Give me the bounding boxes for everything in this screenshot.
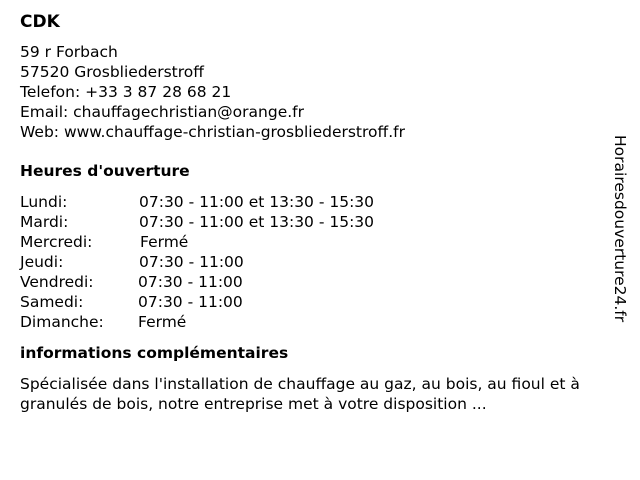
day-label: Dimanche: bbox=[20, 313, 104, 331]
day-hours: Fermé bbox=[140, 233, 189, 251]
day-label: Mardi: bbox=[20, 213, 69, 231]
day-hours: 07:30 - 11:00 et 13:30 - 15:30 bbox=[139, 193, 375, 211]
company-name: CDK bbox=[20, 12, 60, 32]
hours-heading: Heures d'ouverture bbox=[20, 162, 190, 180]
hours-row-wednesday bbox=[20, 232, 620, 252]
info-heading: informations complémentaires bbox=[20, 344, 289, 362]
day-label: Vendredi: bbox=[20, 273, 94, 291]
hours-row-saturday bbox=[20, 292, 620, 312]
hours-row-friday bbox=[20, 272, 620, 292]
info-description: Spécialisée dans l'installation de chauffage au gaz, au bois, au fioul et à granulés de bois, notre entreprise met à votre disposition ... bbox=[20, 375, 580, 413]
day-label: Jeudi: bbox=[20, 253, 64, 271]
day-hours: 07:30 - 11:00 bbox=[138, 293, 243, 311]
day-hours: Fermé bbox=[138, 313, 187, 331]
watermark-text: Horairesdouverture24.fr bbox=[611, 135, 629, 323]
site-watermark bbox=[605, 135, 635, 370]
day-label: Lundi: bbox=[20, 193, 68, 211]
hours-row-monday bbox=[20, 192, 620, 212]
hours-row-sunday bbox=[20, 312, 620, 332]
day-hours: 07:30 - 11:00 et 13:30 - 15:30 bbox=[139, 213, 375, 231]
business-card bbox=[20, 8, 620, 414]
day-hours: 07:30 - 11:00 bbox=[139, 253, 244, 271]
hours-row-tuesday bbox=[20, 212, 620, 232]
web-line: Web: www.chauffage-christian-grosbliederstroff.fr bbox=[20, 123, 405, 141]
day-hours: 07:30 - 11:00 bbox=[138, 273, 243, 291]
phone-line: Telefon: +33 3 87 28 68 21 bbox=[20, 83, 232, 101]
hours-table bbox=[20, 192, 620, 332]
day-label: Samedi: bbox=[20, 293, 84, 311]
address-street: 59 r Forbach bbox=[20, 43, 118, 61]
hours-row-thursday bbox=[20, 252, 620, 272]
email-line: Email: chauffagechristian@orange.fr bbox=[20, 103, 304, 121]
address-city: 57520 Grosbliederstroff bbox=[20, 63, 204, 81]
day-label: Mercredi: bbox=[20, 233, 93, 251]
